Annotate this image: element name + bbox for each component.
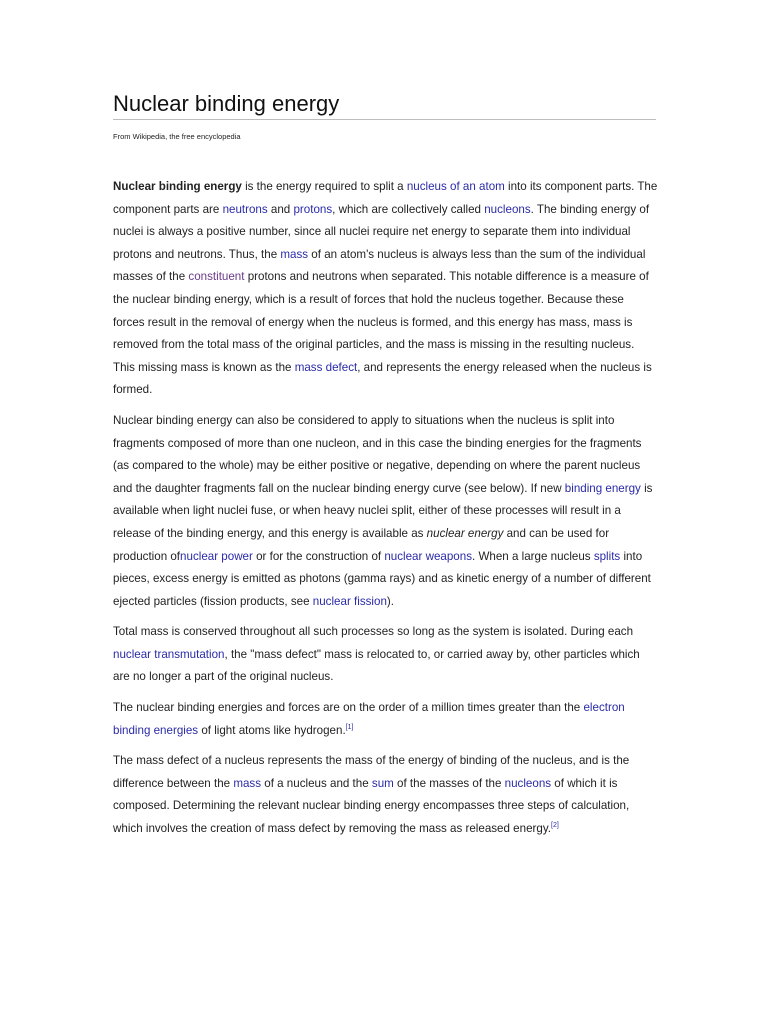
page-subtitle: From Wikipedia, the free encyclopedia (113, 132, 241, 141)
page-title: Nuclear binding energy (113, 90, 656, 120)
link-mass-defect[interactable]: mass defect (294, 360, 358, 374)
link-constituent[interactable]: constituent (188, 270, 245, 284)
text-run: The nuclear binding energies and forces are on the order of a million times greater than the (113, 701, 584, 715)
text-run: , the "mass defect" mass is relocated to, or carried away by, other particles which are no longer a part of the original nucleus. (113, 647, 640, 684)
text-run: into pieces, excess energy is emitted as photons (gamma rays) and as kinetic energy of a number of different ejected particles (fission products, see (113, 549, 651, 608)
link-splits[interactable]: splits (593, 549, 621, 563)
text-run: or for the construction of (252, 549, 385, 563)
reference-2 (551, 822, 559, 829)
text-run: and can be used for production of (113, 526, 610, 563)
italic-term: nuclear energy (426, 526, 504, 540)
link-sum[interactable]: sum (371, 776, 394, 790)
link-mass[interactable]: mass (233, 776, 262, 790)
text-run: is available when light nuclei fuse, or when heavy nuclei split, either of these processes will result in a release of the binding energy, and this energy is available as (113, 481, 653, 540)
text-run: is the energy required to split a (241, 180, 407, 193)
link-binding-energy[interactable]: binding energy (564, 481, 641, 495)
text-run: and (267, 202, 294, 216)
text-run: . The binding energy of nuclei is always a positive number, since all nuclei require net energy to separate them into individual protons and neutrons. Thus, the (113, 202, 650, 261)
text-run: The mass defect of a nucleus represents the mass of the energy of binding of the nucleus, and is the difference between the (113, 754, 630, 790)
reference-1 (346, 724, 354, 731)
text-run: of which it is composed. Determining the relevant nuclear binding energy encompasses three steps of calculation, which involves the creation of mass defect by removing the mass as released energy. (113, 776, 630, 836)
text-run: Nuclear binding energy can also be considered to apply to situations when the nucleus is split into fragments composed of more than one nucleon, and in this case the binding energies for the fragments (as compared to the whole) may be either positive or negative, depending on where the parent nucleus and the daughter fragments fall on the nuclear binding energy curve (see below). If new (113, 413, 642, 495)
link-nuclear-fission[interactable]: nuclear fission (312, 594, 387, 608)
text-run: , which are collectively called (332, 202, 485, 216)
link-mass[interactable]: mass (280, 247, 309, 261)
text-run: ). (386, 594, 394, 608)
link-nuclear-transmutation[interactable]: nuclear transmutation (113, 647, 225, 661)
paragraph-2 (113, 410, 658, 613)
link-neutrons[interactable]: neutrons (222, 202, 268, 216)
paragraph-5 (113, 750, 658, 840)
text-run: , and represents the energy released when the nucleus is formed. (113, 360, 652, 397)
link-electron-binding-energies[interactable]: electron binding energies (113, 701, 625, 737)
text-run: . When a large nucleus (472, 549, 594, 563)
link-nucleons[interactable]: nucleons (484, 202, 531, 216)
text-run: into its component parts. The component parts are (113, 180, 658, 216)
text-run: protons and neutrons when separated. This notable difference is a measure of the nuclear binding energy, which is a result of forces that hold the nucleus together. Because these forces result in the removal of energy when the nucleus is formed, and this energy has mass, mass is removed from the total mass of the original particles, and the mass is missing in the resulting nucleus. This missing mass is known as the (113, 270, 649, 374)
paragraph-4 (113, 697, 658, 742)
text-run: of an atom's nucleus is always less than the sum of the individual masses of the (113, 247, 646, 284)
text-run: of the masses of the (393, 776, 505, 790)
link-protons[interactable]: protons (293, 202, 333, 216)
text-run: Total mass is conserved throughout all such processes so long as the system is isolated. During each (113, 625, 634, 639)
bold-term: Nuclear binding energy (113, 180, 242, 193)
article-body (113, 176, 658, 849)
text-run: of light atoms like hydrogen. (198, 723, 346, 737)
paragraph-3 (113, 621, 658, 689)
reference-link-2[interactable]: [2] (551, 822, 559, 830)
text-run: of a nucleus and the (261, 776, 372, 790)
paragraph-1 (113, 176, 658, 402)
link-nuclear-power[interactable]: nuclear power (180, 549, 253, 563)
link-nucleons[interactable]: nucleons (504, 776, 552, 790)
reference-link-1[interactable]: [1] (345, 723, 354, 731)
link-nuclear-weapons[interactable]: nuclear weapons (384, 549, 472, 563)
link-nucleus-of-an-atom[interactable]: nucleus of an atom (406, 180, 505, 193)
